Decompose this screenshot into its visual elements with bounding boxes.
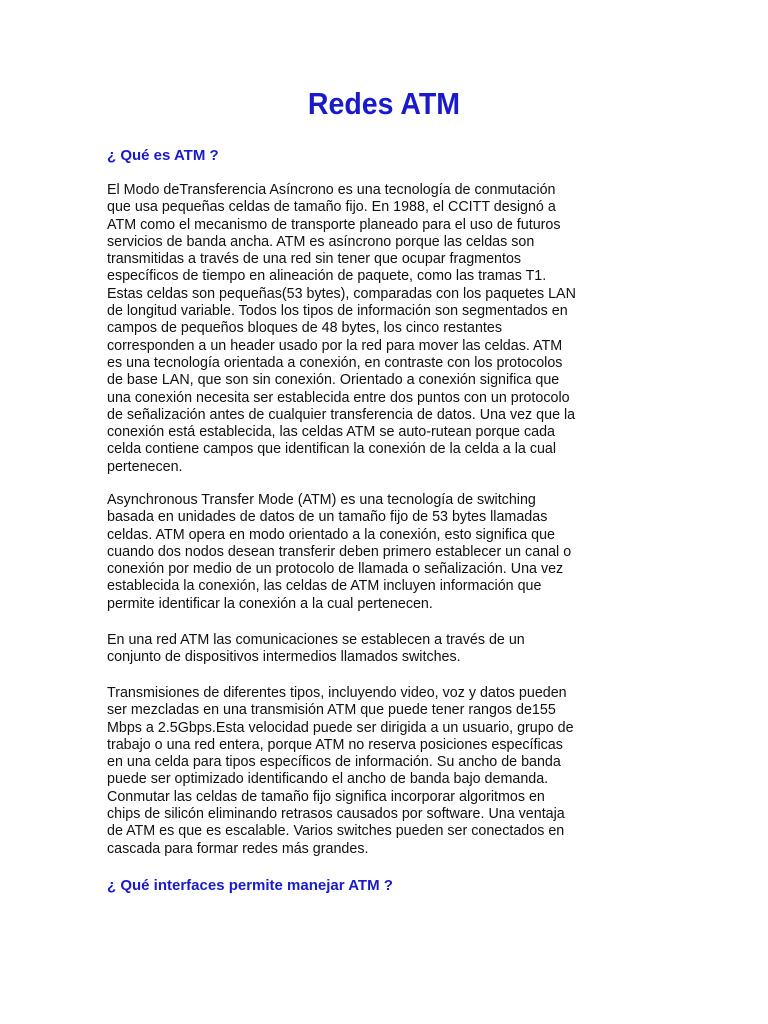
paragraph-line: trabajo o una red entera, porque ATM no reserva posiciones específicas xyxy=(107,736,563,753)
paragraph-line: de señalización antes de cualquier transferencia de datos. Una vez que la xyxy=(107,406,576,423)
paragraph-line: que usa pequeñas celdas de tamaño fijo. En 1988, el CCITT designó a xyxy=(107,199,556,216)
paragraph-line: en una celda para tipos específicos de información. Su ancho de banda xyxy=(107,754,561,771)
paragraph-line: conexión por medio de un protocolo de llamada o señalización. Una vez xyxy=(107,561,564,578)
paragraph-line: puede ser optimizado identificando el ancho de banda bajo demanda. xyxy=(107,771,549,788)
section-heading-atm-interfaces: ¿ Qué interfaces permite manejar ATM ? xyxy=(107,877,393,894)
paragraph-line: establecida la conexión, las celdas de ATM incluyen información que xyxy=(107,578,542,595)
paragraph-2 xyxy=(107,492,607,613)
paragraph-line: Conmutar las celdas de tamaño fijo significa incorporar algoritmos en xyxy=(107,788,545,805)
paragraph-line: ser mezcladas en una transmisión ATM que puede tener rangos de155 xyxy=(107,702,556,719)
paragraph-line: de ATM es que es escalable. Varios switches pueden ser conectados en xyxy=(107,823,565,840)
paragraph-line: es una tecnología orientada a conexión, en contraste con los protocolos xyxy=(107,354,563,371)
paragraph-1 xyxy=(107,182,607,476)
page-title: Redes ATM xyxy=(307,86,461,121)
paragraph-line: una conexión necesita ser establecida entre dos puntos con un protocolo xyxy=(107,389,570,406)
paragraph-line: conjunto de dispositivos intermedios llamados switches. xyxy=(107,649,461,666)
paragraph-line: pertenecen. xyxy=(107,458,183,475)
paragraph-line: cascada para formar redes más grandes. xyxy=(107,840,369,857)
paragraph-line: específicos de tiempo en alineación de paquete, como las tramas T1. xyxy=(107,268,547,285)
paragraph-line: El Modo deTransferencia Asíncrono es una tecnología de conmutación xyxy=(107,182,556,198)
paragraph-line: Transmisiones de diferentes tipos, incluyendo video, voz y datos pueden xyxy=(107,685,567,701)
paragraph-line: de longitud variable. Todos los tipos de información son segmentados en xyxy=(107,303,568,320)
paragraph-4 xyxy=(107,685,607,858)
paragraph-line: Estas celdas son pequeñas(53 bytes), comparadas con los paquetes LAN xyxy=(107,285,576,302)
paragraph-line: Asynchronous Transfer Mode (ATM) es una tecnología de switching xyxy=(107,492,536,508)
paragraph-line: corresponden a un header usado por la red para mover las celdas. ATM xyxy=(107,337,563,354)
paragraph-line: Mbps a 2.5Gbps.Esta velocidad puede ser dirigida a un usuario, grupo de xyxy=(107,719,574,736)
paragraph-line: de base LAN, que son sin conexión. Orientado a conexión significa que xyxy=(107,372,560,389)
paragraph-line: basada en unidades de datos de un tamaño fijo de 53 bytes llamadas xyxy=(107,509,548,526)
paragraph-line: celdas. ATM opera en modo orientado a la conexión, esto significa que xyxy=(107,526,555,543)
paragraph-line: campos de pequeños bloques de 48 bytes, los cinco restantes xyxy=(107,320,503,337)
paragraph-line: transmitidas a través de una red sin tener que ocupar fragmentos xyxy=(107,251,522,268)
paragraph-line: ATM como el mecanismo de transporte planeado para el uso de futuros xyxy=(107,216,561,233)
paragraph-line: chips de silicón eliminando retrasos causados por software. Una ventaja xyxy=(107,806,565,823)
paragraph-line: En una red ATM las comunicaciones se establecen a través de un xyxy=(107,632,525,648)
paragraph-line: conexión está establecida, las celdas ATM se auto-rutean porque cada xyxy=(107,424,555,441)
paragraph-line: cuando dos nodos desean transferir deben primero establecer un canal o xyxy=(107,543,572,560)
paragraph-line: celda contiene campos que identifican la conexión de la celda a la cual xyxy=(107,441,557,458)
section-heading-what-is-atm: ¿ Qué es ATM ? xyxy=(107,147,219,164)
paragraph-line: servicios de banda ancha. ATM es asíncrono porque las celdas son xyxy=(107,233,535,250)
paragraph-line: permite identificar la conexión a la cual pertenecen. xyxy=(107,595,433,612)
paragraph-3 xyxy=(107,632,607,667)
